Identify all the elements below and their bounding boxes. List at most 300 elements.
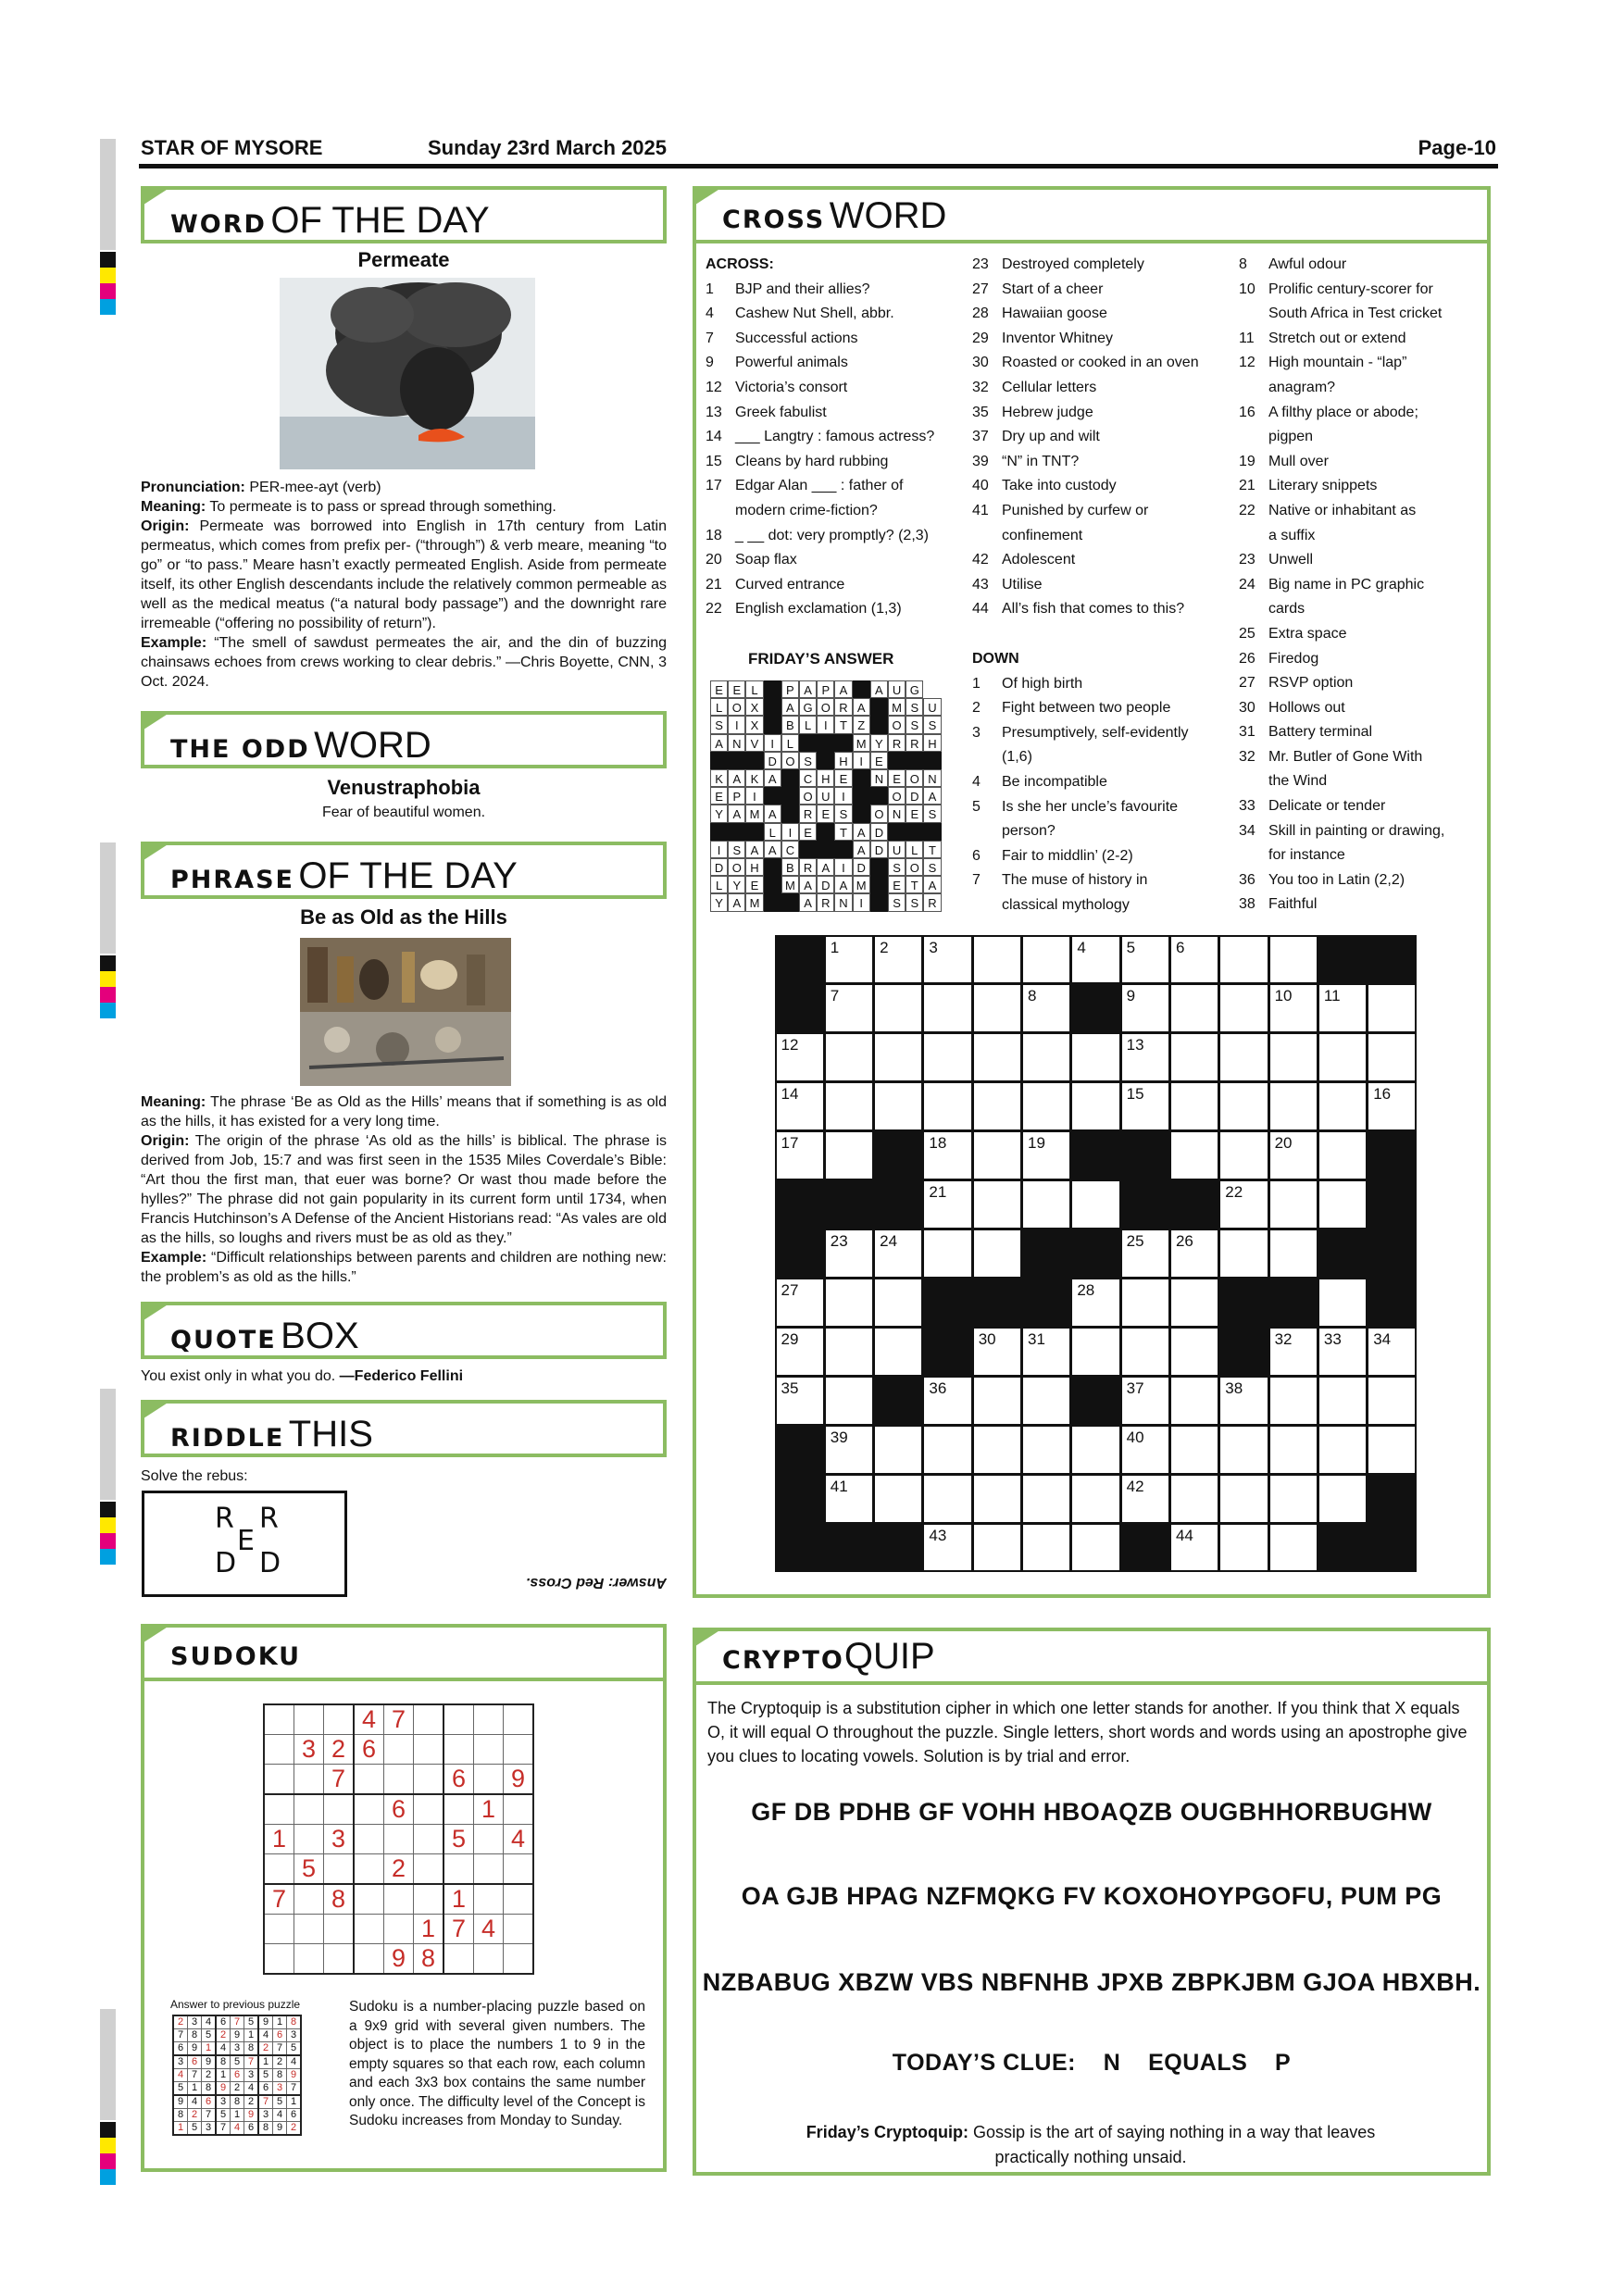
crossword-cell[interactable]: [1072, 1034, 1118, 1080]
crossword-cell[interactable]: [1072, 937, 1118, 983]
crossword-cell[interactable]: [1171, 1132, 1218, 1179]
clue-text: A filthy place or abode;: [1268, 404, 1418, 420]
answer-cell: [799, 841, 817, 858]
down-clue: [1239, 622, 1487, 647]
crossword-cell[interactable]: [974, 1034, 1020, 1080]
crossword-cell[interactable]: [1270, 1427, 1317, 1473]
crossword-cell[interactable]: [974, 1378, 1020, 1424]
cell-number: 40: [1126, 1428, 1144, 1446]
publication-name: STAR OF MYSORE: [141, 136, 323, 159]
answer-cell: R: [834, 698, 852, 716]
crossword-cell[interactable]: [1072, 1329, 1118, 1375]
crossword-cell[interactable]: [1270, 937, 1317, 983]
clue-number: [1239, 524, 1268, 549]
word-of-day-title: WORD OF THE DAY: [141, 186, 667, 243]
crossword-cell[interactable]: [1122, 1230, 1168, 1277]
crossword-cell[interactable]: [1220, 1181, 1267, 1228]
sudoku-cell[interactable]: [264, 1765, 294, 1795]
crossword-cell[interactable]: [924, 1230, 970, 1277]
crossword-cell[interactable]: [1072, 1427, 1118, 1473]
sudoku-cell[interactable]: [474, 1735, 504, 1765]
crossword-cell[interactable]: [1171, 1034, 1218, 1080]
sudoku-cell[interactable]: [504, 1704, 534, 1735]
crossword-cell[interactable]: [1220, 1083, 1267, 1129]
sudoku-cell[interactable]: [474, 1825, 504, 1854]
across-clue: [706, 302, 956, 327]
clue-text: Adolescent: [1002, 552, 1076, 568]
clue-text: _ __ dot: very promptly? (2,3): [735, 527, 929, 543]
previous-sudoku-cell: 6: [173, 2042, 188, 2056]
crossword-cell[interactable]: [974, 1427, 1020, 1473]
crossword-cell[interactable]: [1319, 1329, 1366, 1375]
clue-text: Hollows out: [1268, 699, 1345, 716]
sudoku-grid[interactable]: [263, 1703, 534, 1975]
clue-text: the Wind: [1268, 773, 1328, 790]
crossword-cell[interactable]: [1072, 1083, 1118, 1129]
sudoku-cell[interactable]: [354, 1825, 384, 1854]
crossword-cell[interactable]: [1023, 1083, 1069, 1129]
crossword-cell[interactable]: [1171, 937, 1218, 983]
crossword-cell[interactable]: [1319, 1132, 1366, 1179]
answer-cell: X: [745, 716, 763, 733]
sudoku-cell[interactable]: [264, 1915, 294, 1944]
crossword-cell[interactable]: [1122, 1378, 1168, 1424]
sudoku-cell[interactable]: [324, 1854, 355, 1885]
clue-text: Cashew Nut Shell, abbr.: [735, 306, 894, 322]
previous-sudoku-cell: 2: [287, 2122, 302, 2136]
crossword-cell[interactable]: [1122, 1083, 1168, 1129]
previous-sudoku-cell: 2: [258, 2042, 273, 2056]
crossword-cell[interactable]: [1023, 1132, 1069, 1179]
crossword-cell[interactable]: [974, 1230, 1020, 1277]
sudoku-cell[interactable]: [443, 1704, 474, 1735]
cell-number: 3: [929, 938, 938, 956]
clue-text: person?: [1002, 823, 1056, 840]
crossword-cell[interactable]: [1023, 1476, 1069, 1522]
sudoku-cell[interactable]: [324, 1944, 355, 1975]
crossword-cell[interactable]: [1220, 1230, 1267, 1277]
crossword-cell[interactable]: [1220, 1476, 1267, 1522]
crossword-cell[interactable]: [777, 1034, 823, 1080]
answer-cell: E: [728, 680, 745, 698]
sudoku-cell[interactable]: [384, 1735, 414, 1765]
crossword-cell[interactable]: [1270, 1181, 1317, 1228]
previous-sudoku-cell: 7: [173, 2029, 188, 2042]
answer-cell: D: [710, 858, 728, 876]
crossword-cell[interactable]: [875, 1034, 921, 1080]
crossword-cell[interactable]: [1319, 1279, 1366, 1326]
sudoku-cell[interactable]: [354, 1794, 384, 1825]
crossword-cell[interactable]: [1368, 1329, 1415, 1375]
cell-number: 6: [1175, 938, 1185, 956]
clue-number: [972, 893, 1002, 918]
crossword-cell[interactable]: [1270, 1132, 1317, 1179]
crossword-cell[interactable]: [974, 937, 1020, 983]
sudoku-cell[interactable]: [264, 1704, 294, 1735]
crossword-cell[interactable]: [1122, 937, 1168, 983]
crossword-cell[interactable]: [777, 1329, 823, 1375]
sudoku-cell[interactable]: [504, 1854, 534, 1885]
crossword-cell[interactable]: [1319, 1034, 1366, 1080]
previous-sudoku-cell: 3: [273, 2082, 287, 2096]
cell-number: 4: [1077, 938, 1086, 956]
down-clue: [972, 696, 1220, 721]
crossword-cell[interactable]: [875, 1279, 921, 1326]
crossword-cell[interactable]: [924, 985, 970, 1031]
crossword-cell[interactable]: [924, 1034, 970, 1080]
crossword-cell[interactable]: [1072, 1476, 1118, 1522]
crossword-cell[interactable]: [875, 1427, 921, 1473]
crossword-cell[interactable]: [1270, 1230, 1317, 1277]
crossword-grid[interactable]: [775, 935, 1417, 1572]
sudoku-cell[interactable]: [384, 1915, 414, 1944]
answer-cell: A: [728, 769, 745, 787]
crossword-cell[interactable]: [1171, 1378, 1218, 1424]
crossword-cell[interactable]: [1072, 1279, 1118, 1326]
sudoku-cell[interactable]: [504, 1884, 534, 1915]
previous-answer-label: Answer to previous puzzle: [170, 1998, 301, 2011]
sudoku-cell[interactable]: [294, 1884, 324, 1915]
sudoku-cell[interactable]: [324, 1915, 355, 1944]
sudoku-cell[interactable]: [264, 1944, 294, 1975]
sudoku-cell[interactable]: [324, 1704, 355, 1735]
clue-text: for instance: [1268, 847, 1345, 864]
crossword-cell[interactable]: [1122, 1279, 1168, 1326]
sudoku-cell[interactable]: [504, 1794, 534, 1825]
answer-cell: L: [710, 698, 728, 716]
answer-cell: L: [764, 823, 781, 841]
crossword-cell[interactable]: [1023, 985, 1069, 1031]
crossword-cell[interactable]: [1023, 1427, 1069, 1473]
previous-sudoku-cell: 4: [287, 2055, 302, 2069]
crossword-cell[interactable]: [826, 1230, 872, 1277]
crossword-cell[interactable]: [1220, 1427, 1267, 1473]
previous-sudoku-cell: 6: [202, 2095, 217, 2109]
clue-number: 10: [1239, 281, 1255, 297]
crossword-cell[interactable]: [924, 1427, 970, 1473]
crossword-cell[interactable]: [924, 1181, 970, 1228]
clue-number: 31: [1239, 724, 1255, 741]
sudoku-cell[interactable]: [384, 1884, 414, 1915]
crossword-cell[interactable]: [1171, 985, 1218, 1031]
answer-cell: [906, 752, 923, 769]
previous-sudoku-cell: 3: [287, 2029, 302, 2042]
clue-number: 7: [706, 330, 714, 346]
crossword-cell[interactable]: [1319, 985, 1366, 1031]
cell-number: 43: [929, 1526, 947, 1544]
crossword-cell[interactable]: [875, 985, 921, 1031]
crossword-cell[interactable]: [1270, 1525, 1317, 1571]
sudoku-cell[interactable]: [474, 1765, 504, 1795]
across-clues-2: [972, 253, 1220, 622]
crossword-cell[interactable]: [1171, 1525, 1218, 1571]
crossword-cell[interactable]: [974, 1132, 1020, 1179]
crossword-cell[interactable]: [777, 1378, 823, 1424]
answer-cell: N: [870, 769, 888, 787]
crossword-cell[interactable]: [1023, 1034, 1069, 1080]
sudoku-cell[interactable]: [294, 1765, 324, 1795]
cell-number: 27: [781, 1280, 799, 1299]
sudoku-cell[interactable]: [294, 1915, 324, 1944]
sudoku-cell[interactable]: [414, 1794, 444, 1825]
pronunciation-text: PER-mee-ayt (verb): [249, 480, 381, 495]
previous-sudoku-cell: 1: [231, 2109, 244, 2122]
answer-cell: R: [923, 893, 941, 911]
crossword-cell[interactable]: [1270, 1083, 1317, 1129]
sudoku-cell[interactable]: [414, 1735, 444, 1765]
sudoku-cell[interactable]: [414, 1825, 444, 1854]
crossword-cell[interactable]: [826, 1279, 872, 1326]
clue-number: 1: [706, 281, 714, 297]
answer-cell: U: [888, 680, 906, 698]
sudoku-cell[interactable]: [443, 1735, 474, 1765]
crossword-cell[interactable]: [974, 1525, 1020, 1571]
crossword-cell[interactable]: [1023, 1378, 1069, 1424]
across-clue: [972, 573, 1220, 598]
crossword-cell[interactable]: [1319, 1476, 1366, 1522]
clue-number: 4: [706, 306, 714, 322]
previous-sudoku-cell: 2: [273, 2055, 287, 2069]
clue-number: 8: [1239, 256, 1247, 272]
crossword-cell[interactable]: [875, 1083, 921, 1129]
answer-cell: H: [834, 752, 852, 769]
crossword-cell[interactable]: [1368, 1083, 1415, 1129]
crossword-cell[interactable]: [1220, 1378, 1267, 1424]
crossword-cell[interactable]: [1220, 937, 1267, 983]
sudoku-cell[interactable]: [294, 1944, 324, 1975]
sudoku-cell[interactable]: [384, 1825, 414, 1854]
crossword-cell[interactable]: [875, 1329, 921, 1375]
crossword-cell[interactable]: [1368, 1427, 1415, 1473]
answer-cell: E: [799, 823, 817, 841]
answer-cell: A: [834, 680, 852, 698]
sudoku-cell[interactable]: [294, 1704, 324, 1735]
sudoku-cell[interactable]: [354, 1915, 384, 1944]
crossword-cell[interactable]: [1368, 1034, 1415, 1080]
crossword-cell[interactable]: [1220, 1034, 1267, 1080]
crossword-cell[interactable]: [1023, 937, 1069, 983]
answer-cell: A: [728, 805, 745, 822]
answer-cell: [834, 841, 852, 858]
crossword-cell[interactable]: [974, 1181, 1020, 1228]
crossword-cell[interactable]: [875, 1230, 921, 1277]
answer-cell: S: [923, 805, 941, 822]
clue-text: Edgar Alan ___ : father of: [735, 478, 904, 494]
crossword-cell[interactable]: [1023, 1181, 1069, 1228]
across-clue: [706, 499, 956, 524]
crossword-cell[interactable]: [826, 1083, 872, 1129]
sudoku-cell[interactable]: [504, 1915, 534, 1944]
crossword-cell[interactable]: [1220, 985, 1267, 1031]
cell-number: 21: [929, 1183, 947, 1202]
across-clue: [706, 278, 956, 303]
sudoku-cell[interactable]: [414, 1854, 444, 1885]
sudoku-cell[interactable]: [414, 1704, 444, 1735]
crossword-cell[interactable]: [875, 937, 921, 983]
sudoku-cell[interactable]: [264, 1854, 294, 1885]
crossword-cell[interactable]: [1122, 1034, 1168, 1080]
previous-sudoku-cell: 8: [202, 2082, 217, 2096]
crossword-cell[interactable]: [974, 985, 1020, 1031]
crossword-cell[interactable]: [1072, 1181, 1118, 1228]
crossword-cell[interactable]: [1171, 1279, 1218, 1326]
crossword-cell[interactable]: [1220, 1525, 1267, 1571]
sudoku-cell[interactable]: [443, 1854, 474, 1885]
sudoku-cell[interactable]: [294, 1794, 324, 1825]
previous-sudoku-cell: 3: [231, 2042, 244, 2056]
sudoku-cell[interactable]: [414, 1884, 444, 1915]
crossword-cell[interactable]: [1319, 1181, 1366, 1228]
crossword-cell[interactable]: [1023, 1525, 1069, 1571]
crossword-cell[interactable]: [924, 1378, 970, 1424]
clue-number: 36: [1239, 871, 1255, 888]
previous-sudoku-cell: 2: [231, 2082, 244, 2096]
crossword-cell[interactable]: [1270, 1476, 1317, 1522]
clue-number: 7: [972, 872, 981, 889]
crossword-cell[interactable]: [777, 1279, 823, 1326]
cell-number: 26: [1175, 1232, 1193, 1251]
answer-cell: T: [834, 716, 852, 733]
sudoku-cell[interactable]: [443, 1944, 474, 1975]
cell-number: 12: [781, 1036, 799, 1054]
sudoku-cell[interactable]: [294, 1825, 324, 1854]
down-clue: [1239, 401, 1487, 426]
crossword-cell[interactable]: [974, 1083, 1020, 1129]
crossword-cell[interactable]: [1368, 1378, 1415, 1424]
sudoku-cell[interactable]: [414, 1765, 444, 1795]
crossword-cell[interactable]: [777, 1083, 823, 1129]
answer-cell: E: [834, 769, 852, 787]
crossword-cell[interactable]: [1171, 1329, 1218, 1375]
crossword-cell[interactable]: [826, 937, 872, 983]
answer-cell: I: [853, 893, 870, 911]
crossword-cell[interactable]: [924, 1525, 970, 1571]
sudoku-cell[interactable]: [474, 1704, 504, 1735]
word-of-day-body: Pronunciation: PER-mee-ayt (verb) Meaning: To permeate is to pass or spread through something. Origin: Permeate was borrowed into English in 17th century from Latin permeatus, which comes from prefix per- (“through”) & verb meare, meaning “to go” or “to pass.” Meare hasn’t exactly permeated English. Aside from permeate itself, its other English descendants include the relatively common permeable as well as the medical meatus (“a natural body passage”) and the downright rare irremeable (“offering no possibility of return”). Example: “The smell of sawdust permeates the air, and the din of buzzing chainsaws echoes from crews working to clear debris.” —Chris Boyette, CNN, 3 Oct. 2024.: [141, 480, 667, 690]
answer-cell: O: [870, 805, 888, 822]
clue-text: (1,6): [1002, 749, 1032, 766]
crossword-cell[interactable]: [924, 1083, 970, 1129]
answer-cell: [728, 752, 745, 769]
answer-cell: [817, 841, 834, 858]
sudoku-cell[interactable]: [354, 1854, 384, 1885]
crossword-cell[interactable]: [1319, 1083, 1366, 1129]
clue-number: 41: [972, 502, 989, 518]
down-clue: [1239, 868, 1487, 893]
sudoku-cell: 6: [354, 1735, 384, 1765]
crossword-cell[interactable]: [1122, 1476, 1168, 1522]
sudoku-cell[interactable]: [354, 1765, 384, 1795]
across-clue: [972, 327, 1220, 352]
sudoku-description: Sudoku is a number-placing puzzle based on a 9x9 grid with several given numbers. The object is to place the numbers 1 to 9 in the empty squares so that each row, each column and each 3x3 box contains the same number only once. The difficulty level of the Concept is Sudoku increases from Monday to Sunday.: [349, 1999, 645, 2128]
answer-cell: O: [781, 752, 799, 769]
crossword-cell[interactable]: [1270, 1034, 1317, 1080]
sudoku-cell[interactable]: [264, 1735, 294, 1765]
answer-cell: [870, 716, 888, 733]
across-clue: [972, 253, 1220, 278]
crossword-cell[interactable]: [1072, 1525, 1118, 1571]
crossword-cell[interactable]: [1122, 1329, 1168, 1375]
answer-cell: A: [834, 876, 852, 893]
clue-text: English exclamation (1,3): [735, 601, 902, 618]
answer-cell: [781, 787, 799, 805]
crossword-cell[interactable]: [1270, 1329, 1317, 1375]
across-clues: [706, 253, 956, 622]
sudoku-cell[interactable]: [474, 1854, 504, 1885]
crossword-cell[interactable]: [826, 1476, 872, 1522]
clue-text: Faithful: [1268, 896, 1318, 913]
crossword-cell[interactable]: [1171, 1230, 1218, 1277]
crossword-cell[interactable]: [826, 1034, 872, 1080]
clue-number: 21: [1239, 478, 1255, 494]
crossword-cell[interactable]: [1122, 985, 1168, 1031]
crossword-cell[interactable]: [1319, 1427, 1366, 1473]
answer-cell: A: [764, 769, 781, 787]
crossword-cell[interactable]: [826, 1329, 872, 1375]
sudoku-cell[interactable]: [443, 1794, 474, 1825]
crossword-cell[interactable]: [1171, 1476, 1218, 1522]
crossword-cell[interactable]: [875, 1476, 921, 1522]
crossword-cell[interactable]: [826, 1378, 872, 1424]
quote-title: QUOTE BOX: [141, 1302, 667, 1359]
previous-sudoku-cell: 4: [188, 2095, 202, 2109]
crossword-cell[interactable]: [1220, 1132, 1267, 1179]
crossword-cell[interactable]: [1270, 985, 1317, 1031]
crossword-cell[interactable]: [826, 1427, 872, 1473]
crossword-cell[interactable]: [974, 1329, 1020, 1375]
clue-text: Hebrew judge: [1002, 404, 1093, 420]
sudoku-cell[interactable]: [324, 1794, 355, 1825]
down-clue: [972, 745, 1220, 770]
answer-cell: S: [710, 716, 728, 733]
crossword-cell[interactable]: [1171, 1427, 1218, 1473]
crossword-cell[interactable]: [1368, 985, 1415, 1031]
previous-sudoku-cell: 7: [216, 2122, 231, 2136]
answer-cell: [781, 893, 799, 911]
crossword-cell[interactable]: [1023, 1329, 1069, 1375]
clue-number: 12: [1239, 355, 1255, 371]
sudoku-cell[interactable]: [354, 1884, 384, 1915]
sudoku-cell[interactable]: [474, 1884, 504, 1915]
crossword-cell[interactable]: [826, 1132, 872, 1179]
previous-sudoku-cell: 9: [231, 2029, 244, 2042]
crossword-cell[interactable]: [924, 1476, 970, 1522]
sudoku-cell[interactable]: [264, 1794, 294, 1825]
crossword-cell[interactable]: [924, 937, 970, 983]
answer-cell: D: [764, 752, 781, 769]
sudoku-cell[interactable]: [384, 1765, 414, 1795]
sudoku-cell[interactable]: [504, 1735, 534, 1765]
crossword-cell[interactable]: [826, 985, 872, 1031]
crossword-cell[interactable]: [924, 1132, 970, 1179]
sudoku-cell[interactable]: [474, 1944, 504, 1975]
crossword-cell[interactable]: [1270, 1378, 1317, 1424]
answer-cell: [817, 734, 834, 752]
crossword-cell[interactable]: [974, 1476, 1020, 1522]
clue-number: [972, 524, 1002, 549]
clue-number: 5: [972, 798, 981, 815]
crossword-cell[interactable]: [1319, 1378, 1366, 1424]
answer-cell: A: [799, 893, 817, 911]
clue-number: 27: [1239, 675, 1255, 692]
answer-cell: [764, 858, 781, 876]
crossword-cell[interactable]: [1122, 1427, 1168, 1473]
crossword-cell[interactable]: [1171, 1083, 1218, 1129]
sudoku-cell[interactable]: [504, 1944, 534, 1975]
sudoku-cell[interactable]: [354, 1944, 384, 1975]
crossword-cell[interactable]: [777, 1132, 823, 1179]
fridays-answer-grid: [710, 680, 942, 913]
